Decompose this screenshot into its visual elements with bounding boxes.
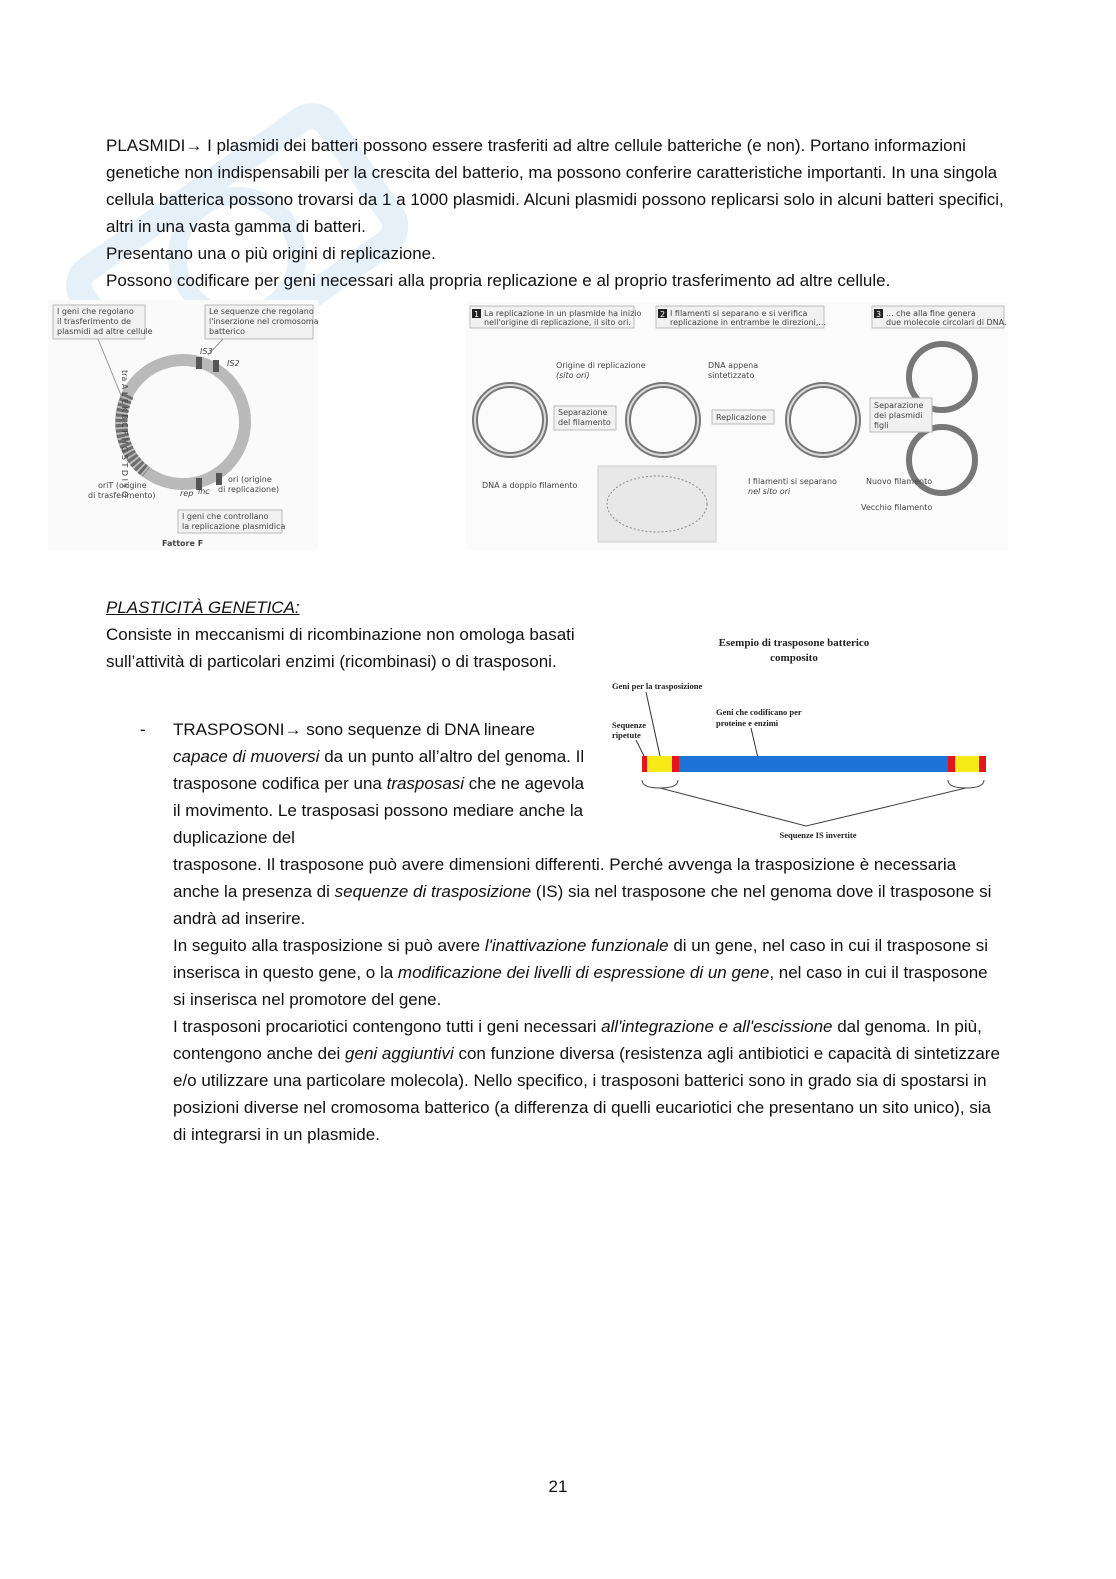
is3-segment — [196, 357, 202, 369]
transposon-title-2: composito — [770, 652, 818, 664]
is-right-yellow — [955, 756, 979, 772]
control-label-1: I geni che controllano — [182, 512, 269, 521]
trasposoni-paragraph-1: TRASPOSONI→ sono sequenze di DNA lineare capace di muoversi da un punto all’altro del genoma. Il trasposone codifica per una trasposasi che ne agevola il movimento. Le trasposasi possono mediare anche la duplicazione del — [173, 720, 585, 847]
insertion-label-1: Le sequenze che regolano — [209, 307, 314, 316]
plasticita-heading: PLASTICITÀ GENETICA: — [106, 598, 300, 617]
trasposoni-paragraph-2: trasposone. Il trasposone può avere dimensioni differenti. Perché avvenga la trasposizione è necessaria anche la presenza di sequenze di trasposizione (IS) sia nel trasposone che nel genoma dove il trasposone si andrà ad inserire. — [173, 855, 992, 928]
trasposoni-paragraph-4: I trasposoni procariotici contengono tutti i geni necessari all'integrazione e all'escissione dal genoma. In più, contengono anche dei geni aggiuntivi con funzione diversa (resistenza agli antibiotici e capacità di sintetizzare e/o utilizzare una particolare molecola). Nello specifico, i trasposoni batterici sono in grado sia di spostarsi in posizioni diverse nel cromosoma batterico (a differenza di quelli eucariotici che presentano un sito unico), sia di integrarsi in un plasmide. — [173, 1017, 1000, 1144]
repeated-label-1: Sequenze — [612, 720, 646, 730]
transfer-genes-label-3: plasmidi ad altre cellule — [57, 327, 153, 336]
step3-text-2: due molecole circolari di DNA. — [886, 318, 1007, 327]
plasmidi-paragraph: PLASMIDI→ I plasmidi dei batteri possono essere trasferiti ad altre cellule batteriche (e non). Portano informazioni genetiche non indispensabili per la crescita del batterio, ma possono conferire caratteristiche importanti. In una singola cellula batterica possono trovarsi da 1 a 1000 plasmidi. Alcuni plasmidi possono replicarsi solo in alcuni batteri specifici, altri in una vasta gamma di batteri. — [106, 136, 1004, 236]
step1-text-2: nell'origine di replicazione, il sito ori. — [484, 318, 631, 327]
step2-text-2: replicazione in entrambe le direzioni,... — [670, 318, 827, 327]
transposon-diagram — [606, 628, 996, 848]
orit-label-2: di trasferimento) — [88, 491, 156, 500]
trasposoni-paragraph-3: In seguito alla trasposizione si può avere l'inattivazione funzionale di un gene, nel caso in cui il trasposone si inserisca in questo gene, o la modificazione dei livelli di espressione di un gene, nel caso in cui il trasposone si inserisca nel promotore del gene. — [173, 936, 989, 1009]
transfer-genes-label-2: il trasferimento de — [57, 317, 132, 326]
is-left-red-outer — [642, 756, 647, 772]
rep-label: rep — [180, 489, 194, 498]
is2-label: IS2 — [227, 359, 240, 368]
step3-number: 3 — [876, 310, 882, 319]
strands-separate-2: nel sito ori — [748, 487, 791, 496]
plasmidi-genes-line: Possono codificare per geni necessari alla propria replicazione e al proprio trasferimento ad altre cellule. — [106, 271, 891, 290]
bullet-dash: - — [140, 720, 146, 739]
plasmid-replication-diagram — [466, 302, 1008, 550]
is-left-yellow — [647, 756, 672, 772]
transfer-genes-label-1: I geni che regolano — [57, 307, 134, 316]
step3-text-1: ... che alla fine genera — [886, 309, 976, 318]
insertion-label-3: batterico — [209, 327, 245, 336]
separation-label-1: Separazione — [558, 408, 608, 417]
transposon-title-1: Esempio di trasposone batterico — [718, 637, 870, 649]
inverted-is-label: Sequenze IS invertite — [779, 830, 857, 840]
step1-number: 1 — [474, 310, 480, 319]
old-strand-label: Vecchio filamento — [861, 503, 933, 512]
plasmidi-origins-line: Presentano una o più origini di replicazione. — [106, 244, 436, 263]
genes-transposition-label: Geni per la trasposizione — [612, 681, 703, 691]
micrograph-image — [598, 466, 716, 542]
orit-label-1: oriT (origine — [98, 481, 147, 490]
factor-f-diagram — [48, 300, 318, 550]
coding-genes-label-2: proteine e enzimi — [716, 718, 779, 728]
inc-label: inc — [198, 487, 210, 496]
origin-label-2: (sito ori) — [556, 371, 590, 380]
separation-plasmids-2: dei plasmidi — [874, 411, 923, 420]
left-brace — [642, 780, 678, 788]
transposon-body — [642, 756, 986, 772]
is3-label: IS3 — [200, 347, 213, 356]
control-label-2: la replicazione plasmidica — [182, 522, 286, 531]
tra-label: tra A L E K B C F H G S T D I Y O — [120, 370, 129, 498]
factor-f-title: Fattore F — [162, 539, 204, 548]
is-right-red-inner — [948, 756, 955, 772]
ori-segment — [216, 473, 222, 485]
step2-number: 2 — [660, 310, 666, 319]
separation-plasmids-3: figli — [874, 421, 889, 430]
is-left-red-inner — [672, 756, 679, 772]
double-strand-label: DNA a doppio filamento — [482, 481, 578, 490]
step2-text-1: I filamenti si separano e si verifica — [670, 309, 808, 318]
repeated-label-2: ripetute — [612, 730, 641, 740]
is2-segment — [213, 360, 219, 372]
new-dna-label-2: sintetizzato — [708, 371, 755, 380]
insertion-label-2: l'inserzione nel cromosoma — [209, 317, 319, 326]
separation-plasmids-1: Separazione — [874, 401, 924, 410]
coding-genes-label-1: Geni che codificano per — [716, 707, 802, 717]
step1-text-1: La replicazione in un plasmide ha inizio — [484, 309, 642, 318]
plasticita-intro: Consiste in meccanismi di ricombinazione non omologa basati sull’attività di particolari enzimi (ricombinasi) o di trasposoni. — [106, 625, 575, 671]
is-right-red-outer — [979, 756, 986, 772]
replication-label: Replicazione — [716, 413, 767, 422]
new-strand-label: Nuovo filamento — [866, 477, 933, 486]
right-brace — [948, 780, 984, 788]
separation-label-2: del filamento — [558, 418, 611, 427]
ori-label-1: ori (origine — [228, 475, 272, 484]
strands-separate-1: I filamenti si separano — [748, 477, 837, 486]
new-dna-label-1: DNA appena — [708, 361, 759, 370]
origin-label-1: Origine di replicazione — [556, 361, 646, 370]
page-number: 21 — [548, 1477, 568, 1496]
ori-label-2: di replicazione) — [218, 485, 280, 494]
